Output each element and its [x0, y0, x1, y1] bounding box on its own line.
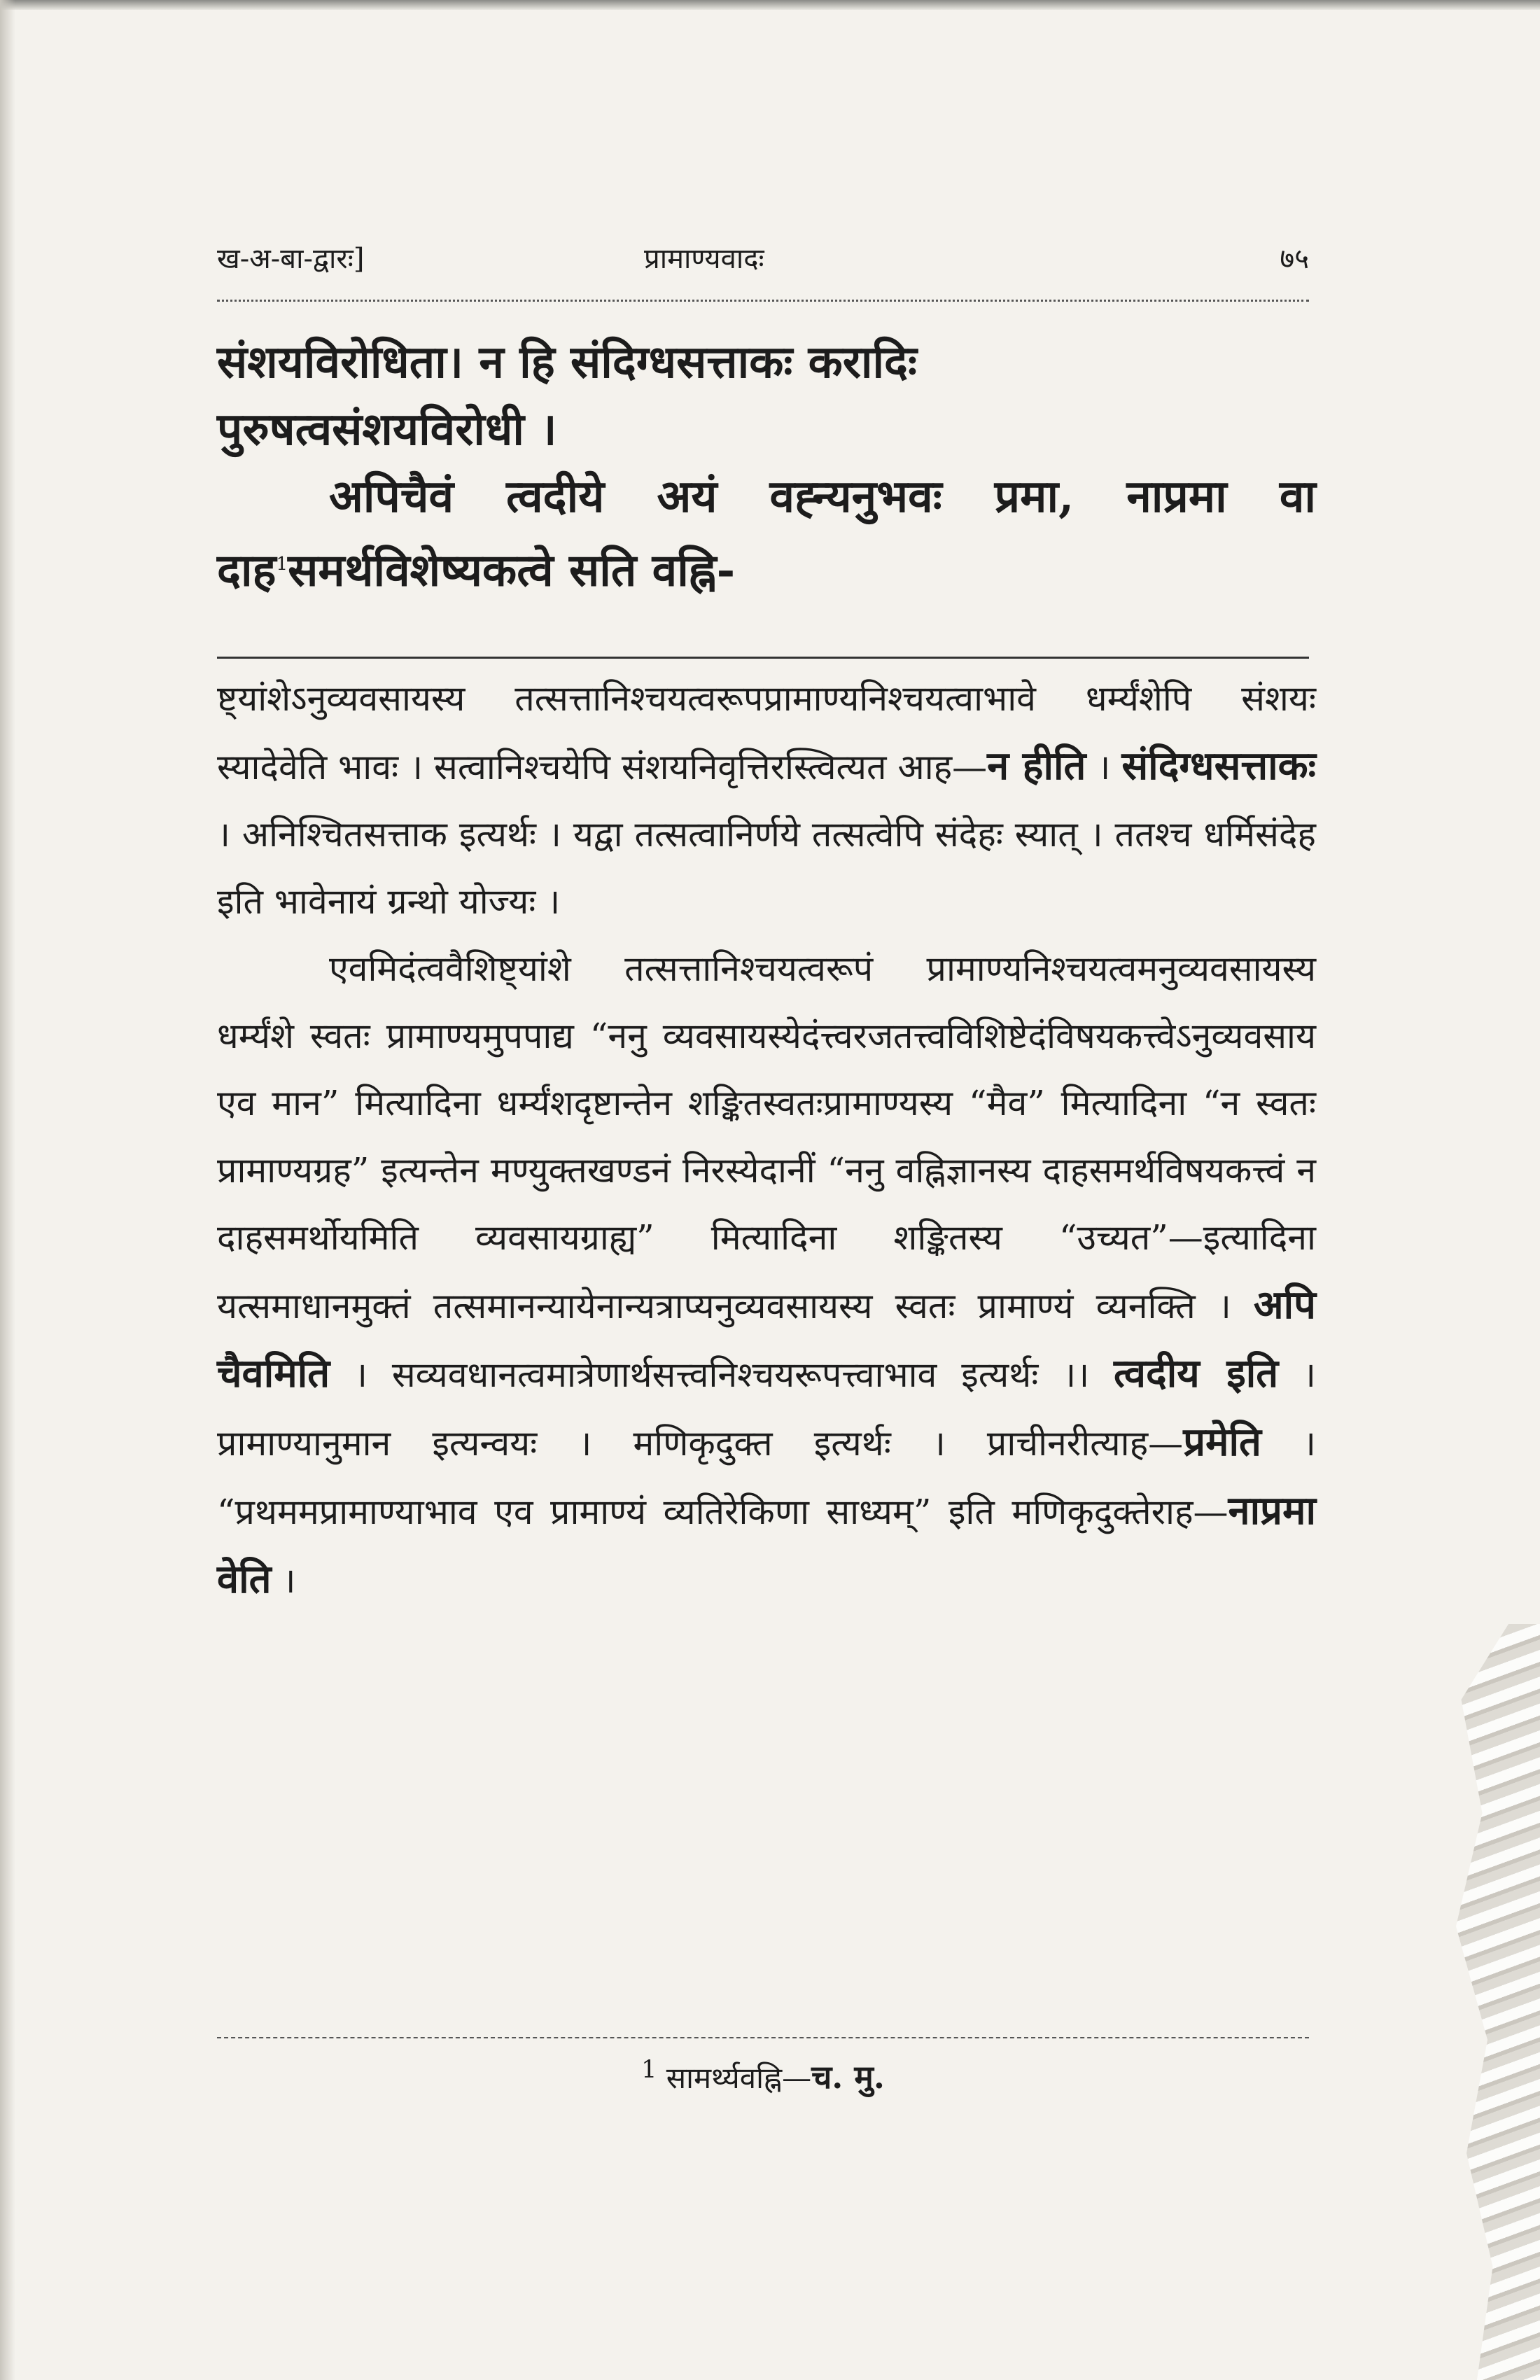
commentary-text: एवमिदंत्ववैशिष्ट्यांशे तत्सत्तानिश्चयत्वरूपं प्रामाण्यनिश्चयत्वमनुव्यवसायस्य धर्म्यंशे स्वतः प्रामाण्यमुपपाद्य “ननु व्यवसायस्येदंत्त्वरजतत्त्वविशिष्टेदंविषयकत्त्वेऽनुव्यवसाय एव मान” मित्यादिना धर्म्यंशदृष्टान्तेन शङ्कितस्वतःप्रामाण्यस्य “मैव” मित्यादिना “न स्वतः प्रामाण्यग्रह” इत्यन्तेन मण्युक्तखण्डनं निरस्येदानीं “ननु वह्निज्ञानस्य दाहसमर्थविषयकत्त्वं न दाहसमर्थोयमिति व्यवसायग्राह्य” मित्यादिना शङ्कितस्य “उच्यत”—इत्यादिना यत्समाधानमुक्तं तत्समानन्यायेनान्यत्राप्यनुव्यवसायस्य स्वतः प्रामाण्यं व्यनक्ति ।	[217, 948, 1316, 1326]
footnote-divider	[217, 2037, 1309, 2038]
pratika-quote: संदिग्धसत्ताकः	[1121, 743, 1316, 789]
header-divider	[217, 300, 1309, 307]
pratika-quote: प्रमेति	[1183, 1419, 1261, 1465]
root-text-paragraph	[217, 463, 1316, 604]
root-text-line: पुरुषत्वसंशयविरोधी ।	[217, 403, 557, 456]
commentary-paragraph	[217, 935, 1316, 1614]
footnote-text: सामर्थ्यवह्नि—	[657, 2061, 812, 2095]
pratika-quote: नाप्रमा वेति	[217, 1488, 1316, 1602]
pratika-quote: अपि चैवमिति	[217, 1282, 1316, 1396]
footnote-source: च. मु.	[811, 2058, 885, 2096]
commentary-divider	[217, 657, 1309, 659]
commentary-text: । “प्रथममप्रामाण्याभाव एव प्रामाण्यं व्यतिरेकिणा साध्यम्” इति मणिकृदुक्तेराह—	[217, 1423, 1316, 1532]
commentary-text: । सव्यवधानत्वमात्रेणार्थसत्त्वनिश्चयरूपत्त्वाभाव इत्यर्थः ।।	[330, 1354, 1114, 1395]
commentary-text: । अनिश्चितसत्ताक इत्यर्थः । यद्वा तत्सत्वानिर्णये तत्सत्वेपि संदेहः स्यात् । ततश्च धर्मिसंदेह इति भावेनायं ग्रन्थो योज्यः ।	[217, 814, 1316, 922]
pratika-quote: त्वदीय इति	[1114, 1350, 1279, 1396]
page-binding-shadow	[0, 0, 15, 2380]
commentary-text: ।	[1086, 747, 1122, 788]
page-top-edge	[0, 0, 1540, 10]
torn-paper-edge	[1435, 1624, 1540, 2380]
root-text-block	[217, 329, 1316, 604]
commentary-text: ष्ट्यांशेऽनुव्यवसायस्य तत्सत्तानिश्चयत्वरूपप्रामाण्यनिश्चयत्वाभावे धर्म्यंशेपि संशयः स्यादेवेति भावः । सत्वानिश्चयेपि संशयनिवृत्तिरस्त्वित्यत आह—	[217, 678, 1316, 788]
header-title: प्रामाण्यवादः	[644, 243, 764, 275]
commentary-paragraph	[217, 665, 1316, 935]
footnote-number: 1	[641, 2056, 657, 2084]
footnote	[217, 2054, 1309, 2098]
commentary-block	[217, 665, 1316, 1614]
running-header	[217, 238, 1309, 294]
pratika-quote: न हीति	[987, 743, 1086, 789]
root-text-segment: अपिचैवं त्वदीये अयं वह्न्यनुभवः प्रमा, नाप्रमा वा दाह	[217, 470, 1316, 597]
commentary-text: । प्रामाण्यानुमान इत्यन्वयः । मणिकृदुक्त इत्यर्थः । प्राचीनरीत्याह—	[217, 1354, 1316, 1464]
root-text-line: संशयविरोधिता। न हि संदिग्धसत्ताकः करादिः	[217, 336, 917, 388]
root-text-segment: समर्थविशेष्यकत्वे सति वह्नि-	[288, 544, 736, 597]
commentary-text: ।	[271, 1560, 296, 1601]
page-number: ७५	[1280, 243, 1309, 275]
footnote-marker: 1	[276, 554, 288, 575]
header-section-label: ख-अ-बा-द्वारः]	[217, 243, 365, 275]
